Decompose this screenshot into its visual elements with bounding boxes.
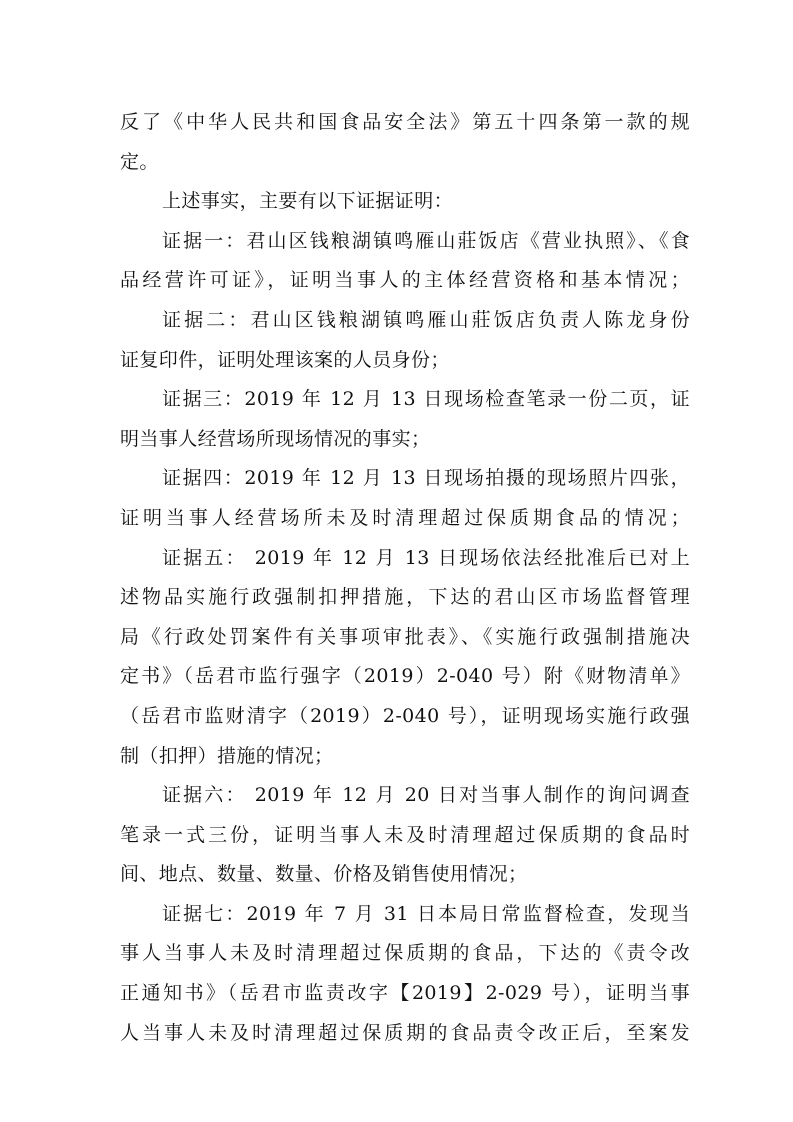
text-line-21: 证据七：2019 年 7 月 31 日本局日常监督检查，发现当 xyxy=(162,902,690,925)
text-line-9: 明当事人经营场所现场情况的事实； xyxy=(120,427,431,450)
text-line-16: （岳君市监财清字（2019）2-040 号），证明现场实施行政强 xyxy=(120,704,690,727)
text-line-22: 事人当事人未及时清理超过保质期的食品，下达的《责令改 xyxy=(120,942,690,965)
text-line-13: 述物品实施行政强制扣押措施，下达的君山区市场监督管理 xyxy=(120,586,690,609)
text-line-8: 证据三：2019 年 12 月 13 日现场检查笔录一份二页，证 xyxy=(162,388,690,411)
text-line-18: 证据六： 2019 年 12 月 20 日对当事人制作的询问调查 xyxy=(162,784,690,807)
text-line-14: 局《行政处罚案件有关事项审批表》、《实施行政强制措施决 xyxy=(120,625,690,648)
text-line-11: 证明当事人经营场所未及时清理超过保质期食品的情况； xyxy=(120,506,690,529)
text-line-7: 证复印件，证明处理该案的人员身份； xyxy=(120,348,450,371)
text-line-15: 定书》（岳君市监行强字（2019）2-040 号）附《财物清单》 xyxy=(120,665,690,688)
text-line-19: 笔录一式三份，证明当事人未及时清理超过保质期的食品时 xyxy=(120,823,690,846)
text-line-20: 间、地点、数量、数量、价格及销售使用情况； xyxy=(120,863,528,886)
text-line-6: 证据二：君山区钱粮湖镇鸣雁山莊饭店负责人陈龙身份 xyxy=(162,308,690,331)
text-line-5: 品经营许可证》，证明当事人的主体经营资格和基本情况； xyxy=(120,269,690,292)
text-line-4: 证据一：君山区钱粮湖镇鸣雁山莊饭店《营业执照》、《食 xyxy=(162,229,690,252)
text-line-2: 定。 xyxy=(120,150,159,173)
text-line-12: 证据五： 2019 年 12 月 13 日现场依法经批准后已对上 xyxy=(162,546,690,569)
text-line-23: 正通知书》（岳君市监责改字【2019】2-029 号），证明当事 xyxy=(120,982,690,1005)
text-line-24: 人当事人未及时清理超过保质期的食品责令改正后，至案发 xyxy=(120,1021,690,1044)
text-line-17: 制（扣押）措施的情况； xyxy=(120,744,334,767)
text-line-3: 上述事实，主要有以下证据证明： xyxy=(162,190,454,213)
document-body xyxy=(120,103,690,1053)
text-line-1: 反了《中华人民共和国食品安全法》第五十四条第一款的规 xyxy=(120,111,690,133)
text-line-10: 证据四：2019 年 12 月 13 日现场拍摄的现场照片四张， xyxy=(162,467,690,490)
